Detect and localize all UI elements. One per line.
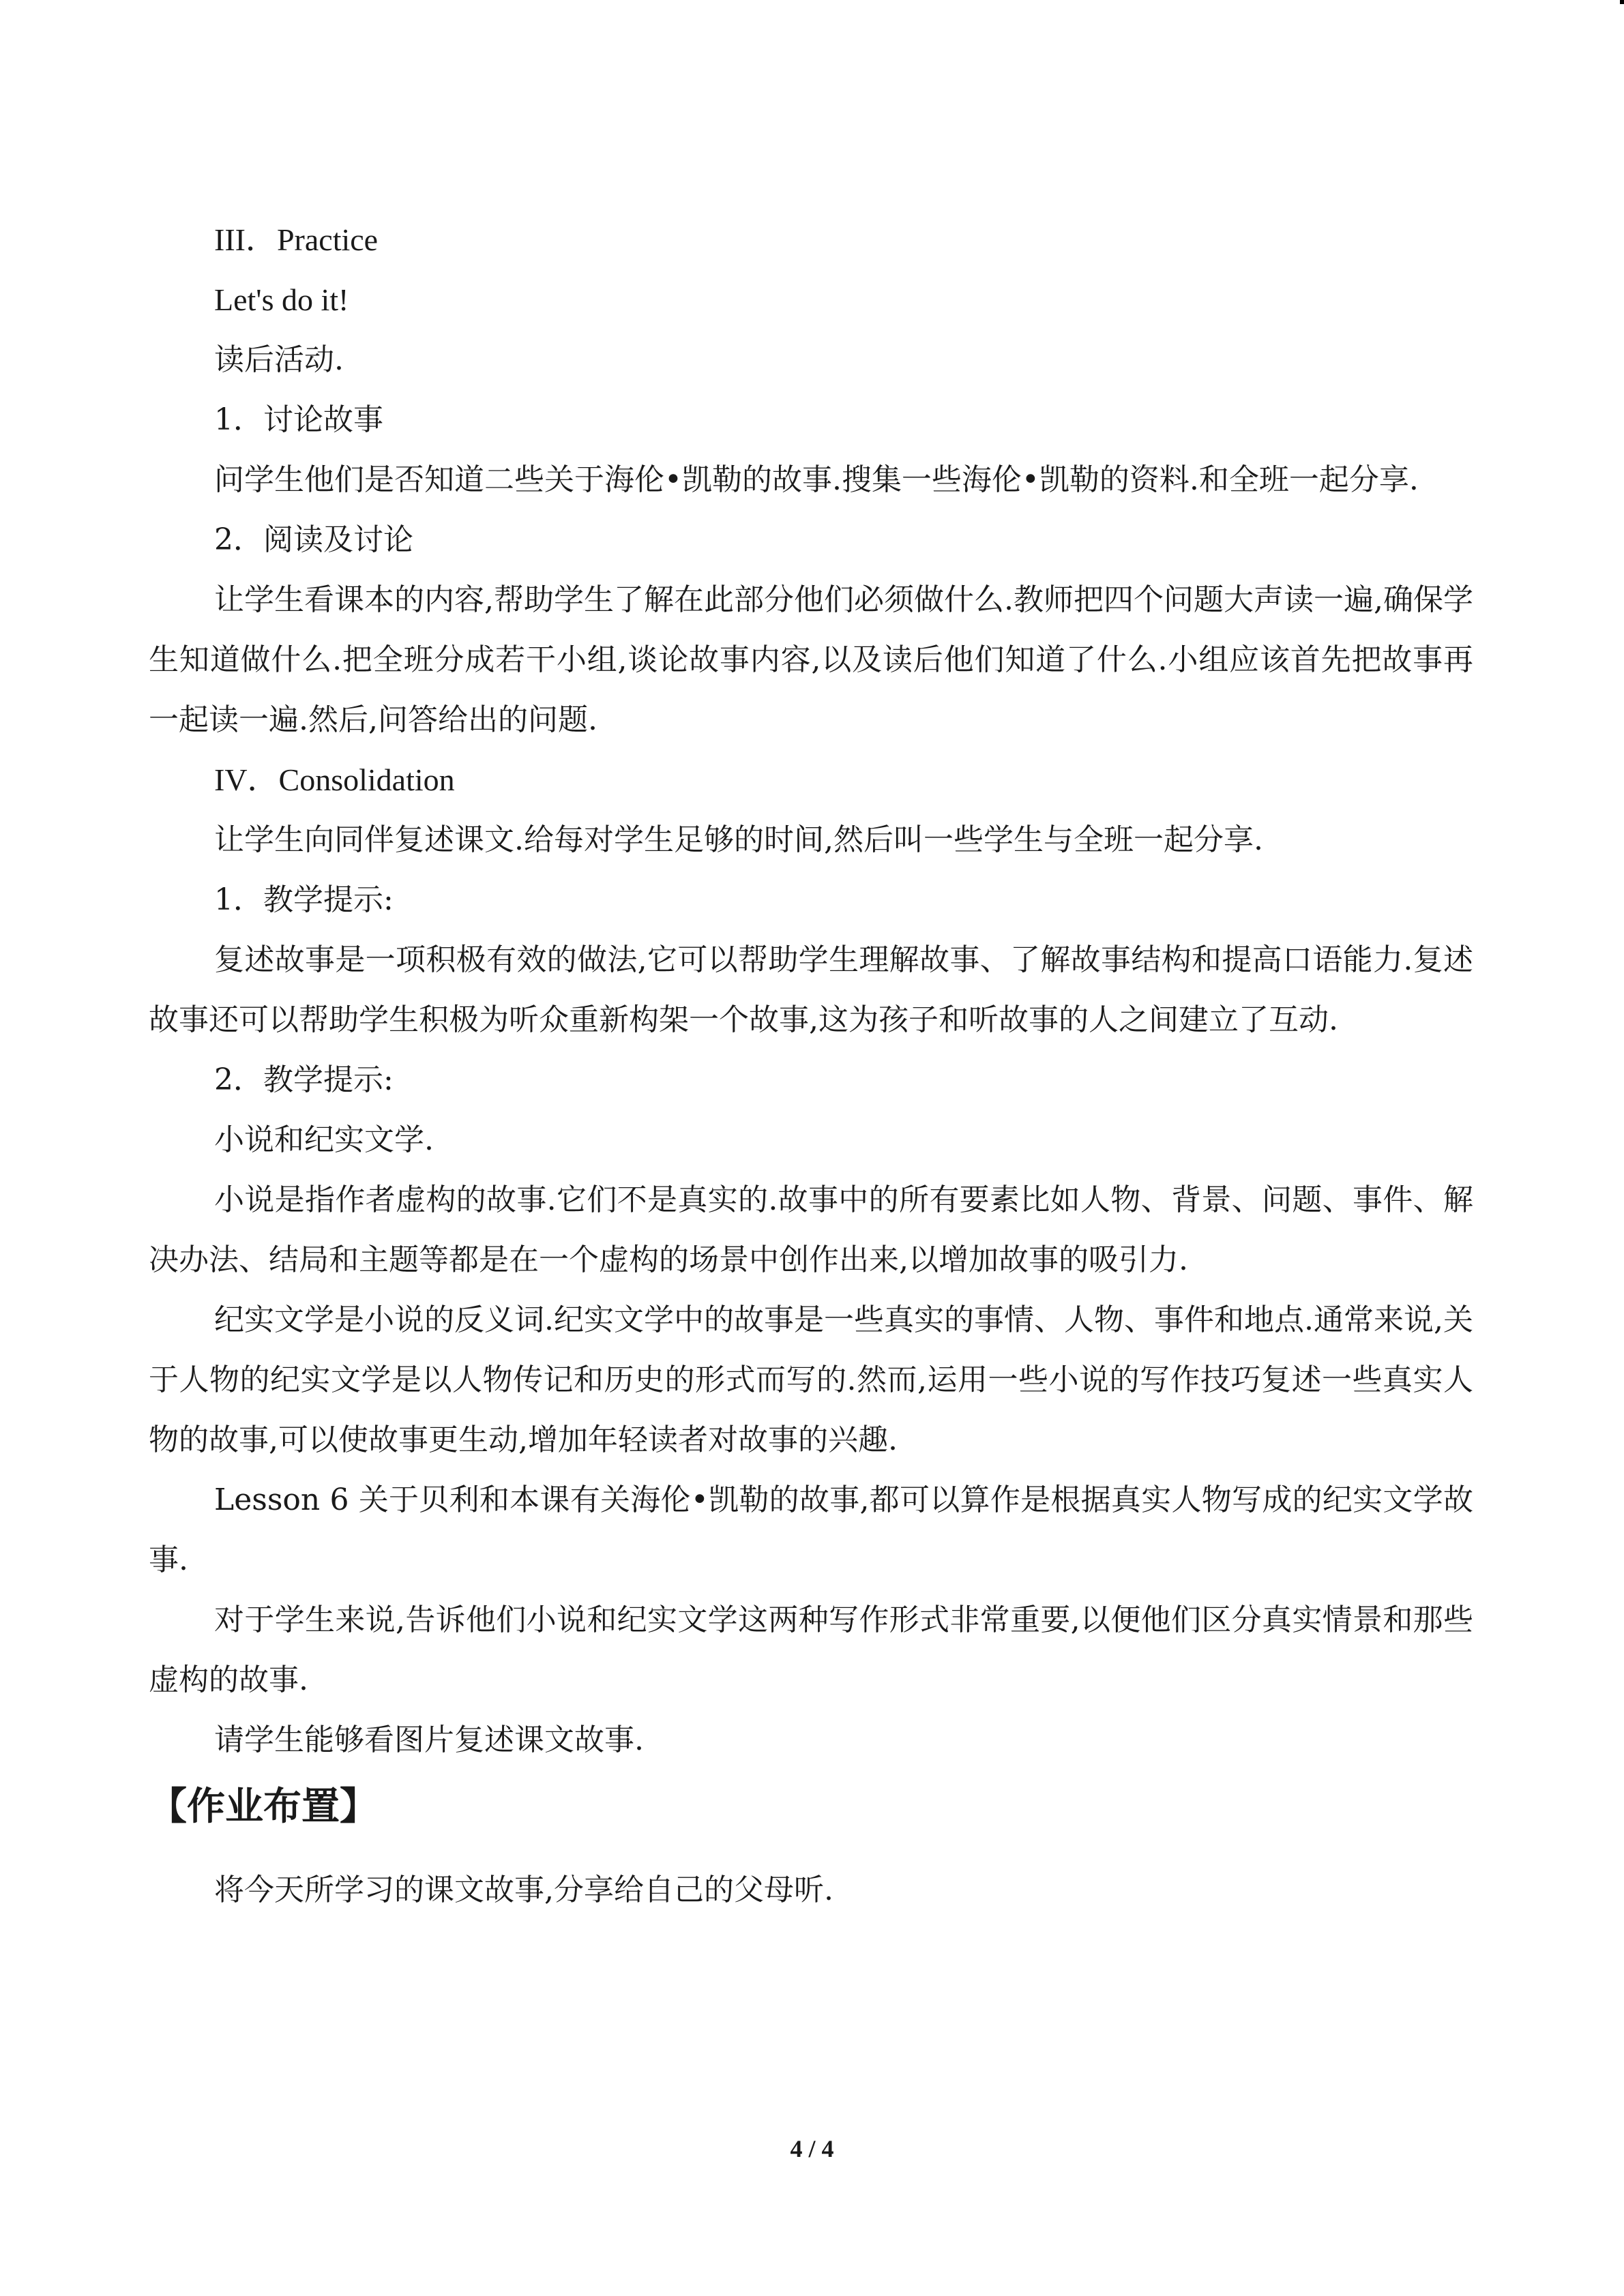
homework-heading: 【作业布置】 [149, 1785, 378, 1829]
item-discuss-story: 1．讨论故事 [214, 402, 383, 437]
paragraph-picture-retell: 请学生能够看图片复述课文故事. [214, 1723, 644, 1757]
fiction-nonfiction-title: 小说和纪实文学. [214, 1122, 434, 1157]
paragraph-fiction: 小说是指作者虚构的故事.它们不是真实的.故事中的所有要素比如人物、背景、问题、事件、解决办法、结局和主题等都是在一个虚构的场景中创作出来,以增加故事的吸引力. [149, 1182, 1473, 1277]
paragraph-discuss-story: 问学生他们是否知道二些关于海伦•凯勒的故事.搜集一些海伦•凯勒的资料.和全班一起分享. [214, 462, 1419, 497]
paragraph-retell: 让学生向同伴复述课文.给每对学生足够的时间,然后叫一些学生与全班一起分享. [214, 822, 1263, 857]
teaching-tip-2: 2．教学提示: [214, 1062, 394, 1097]
teaching-tip-1: 1．教学提示: [214, 882, 394, 917]
lets-do-it: Let's do it! [214, 282, 349, 317]
section-practice-title: III．Practice [214, 222, 379, 257]
paragraph-retelling-benefits: 复述故事是一项积极有效的做法,它可以帮助学生理解故事、了解故事结构和提高口语能力.复述故事还可以帮助学生积极为听众重新构架一个故事,这为孩子和听故事的人之间建立了互动. [149, 942, 1474, 1037]
section-consolidation-title: IV．Consolidation [214, 762, 455, 797]
post-reading-activity: 读后活动. [214, 342, 344, 377]
lesson-content [149, 210, 1473, 1920]
paragraph-lesson-6: Lesson 6 关于贝利和本课有关海伦•凯勒的故事,都可以算作是根据真实人物写成的纪实文学故事. [149, 1482, 1473, 1577]
paragraph-nonfiction: 纪实文学是小说的反义词.纪实文学中的故事是一些真实的事情、人物、事件和地点.通常来说,关于人物的纪实文学是以人物传记和历史的形式而写的.然而,运用一些小说的写作技巧复述一些真实人物的故事,可以使故事更生动,增加年轻读者对故事的兴趣. [149, 1302, 1473, 1457]
paragraph-read-and-discuss: 让学生看课本的内容,帮助学生了解在此部分他们必须做什么.教师把四个问题大声读一遍,确保学生知道做什么.把全班分成若干小组,谈论故事内容,以及读后他们知道了什么.小组应该首先把故事再一起读一遍.然后,问答给出的问题. [149, 582, 1473, 737]
paragraph-importance: 对于学生来说,告诉他们小说和纪实文学这两种写作形式非常重要,以便他们区分真实情景和那些虚构的故事. [149, 1602, 1473, 1697]
homework-text: 将今天所学习的课文故事,分享给自己的父母听. [214, 1873, 833, 1907]
item-read-and-discuss: 2．阅读及讨论 [214, 522, 413, 557]
page-number: 4 / 4 [790, 2135, 834, 2162]
corner-mark [1620, 0, 1624, 4]
